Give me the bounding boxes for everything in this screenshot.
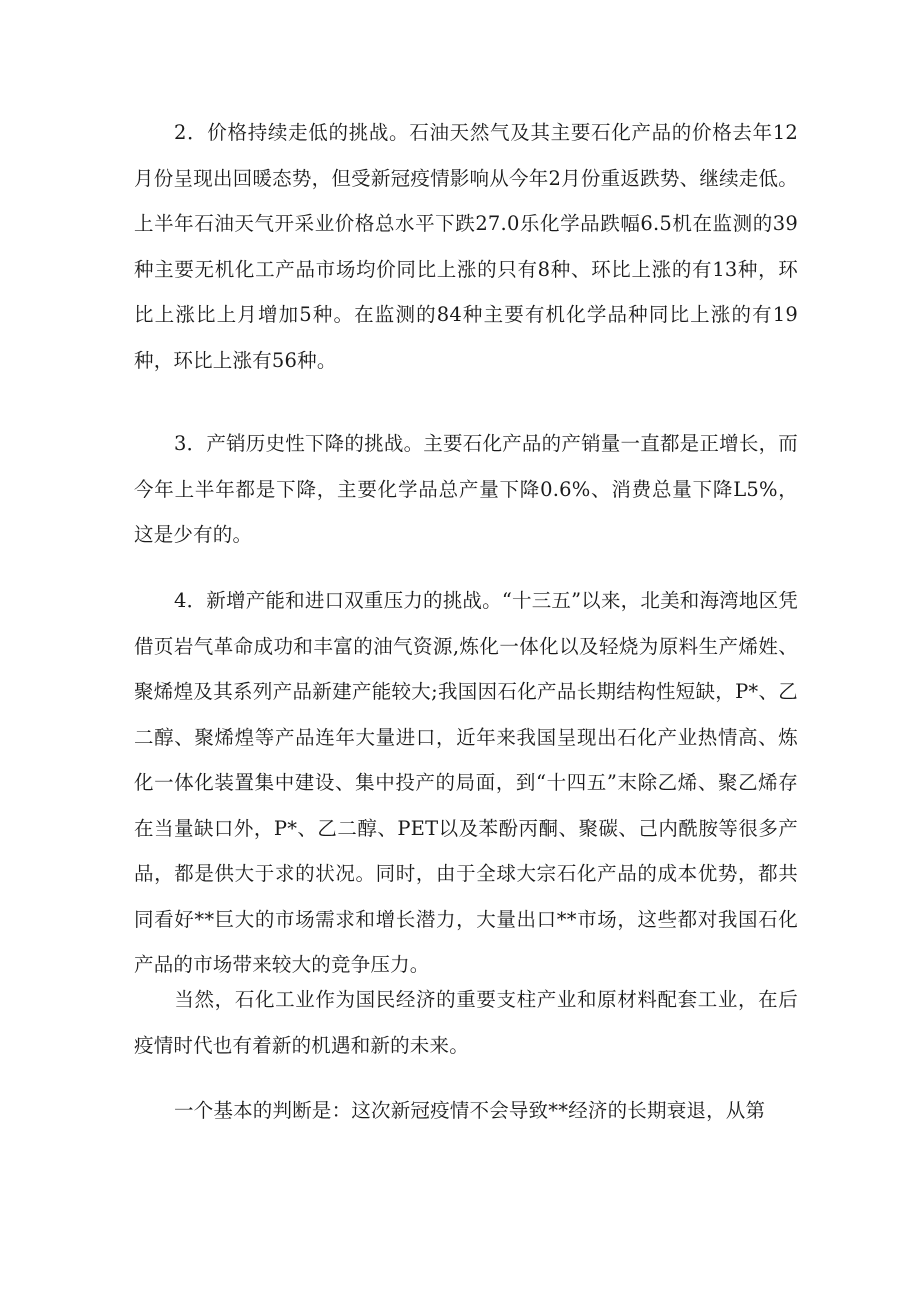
paragraph-text: 4．新增产能和进口双重压力的挑战。“十三五”以来，北美和海湾地区凭借页岩气革命成功和丰富的油气资源,炼化一体化以及轻烧为原料生产烯姓、聚烯煌及其系列产品新建产能较大;我国因石化产品长期结构性短缺，P*、乙二醇、聚烯煌等产品连年大量进口，近年来我国呈现出石化产业热情高、炼化一体化装置集中建设、集中投产的局面，到“十四五”末除乙烯、聚乙烯存在当量缺口外，P*、乙二醇、PET以及苯酚丙酮、聚碳、己内酰胺等很多产品，都是供大于求的状况。同时，由于全球大宗石化产品的成本优势，都共同看好**巨大的市场需求和增长潜力，大量出口**市场，这些都对我国石化产品的市场带来较大的竞争压力。 [134, 589, 798, 976]
paragraph-text: 当然，石化工业作为国民经济的重要支柱产业和原材料配套工业，在后疫情时代也有着新的机遇和新的未来。 [134, 988, 798, 1057]
paragraph-text: 2．价格持续走低的挑战。石油天然气及其主要石化产品的价格去年12月份呈现出回暖态势，但受新冠疫情影响从今年2月份重返跌势、继续走低。上半年石油天气开采业价格总水平下跌27.0乐化学品跌幅6.5机在监测的39种主要无机化工产品市场均价同比上涨的只有8种、环比上涨的有13种，环比上涨比上月增加5种。在监测的84种主要有机化学品种同比上涨的有19种，环比上涨有56种。 [134, 121, 798, 372]
paragraph-opportunities [134, 977, 798, 1068]
paragraph-production-decline [134, 421, 798, 558]
paragraph-capacity-import-pressure [134, 578, 798, 988]
paragraph-text: 一个基本的判断是：这次新冠疫情不会导致**经济的长期衰退，从第 [174, 1099, 766, 1122]
paragraph-basic-judgment [134, 1088, 798, 1134]
paragraph-price-challenge [134, 110, 798, 383]
paragraph-text: 3．产销历史性下降的挑战。主要石化产品的产销量一直都是正增长，而今年上半年都是下降，主要化学品总产量下降0.6%、消费总量下降L5%，这是少有的。 [134, 432, 798, 546]
